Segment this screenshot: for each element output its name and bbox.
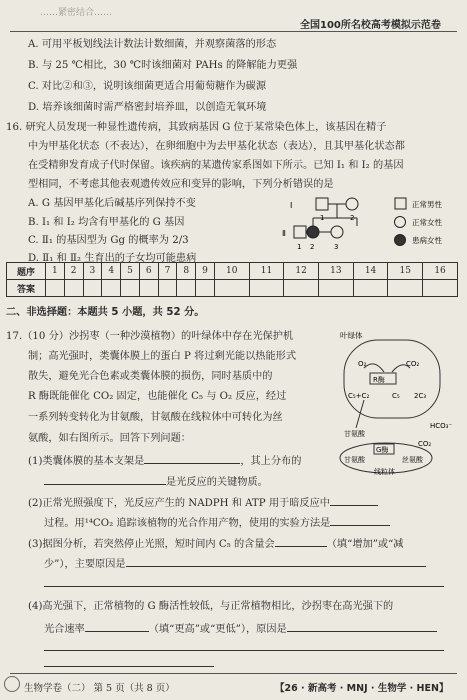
pedigree-gen-label: Ⅱ: [282, 229, 286, 238]
table-row-label: 答案: [7, 280, 46, 297]
pedigree-diagram: [280, 196, 460, 262]
answer-line[interactable]: [44, 650, 444, 651]
q17-part2-cont: 过程。用¹⁴CO₂ 追踪该植物的光合作用产物，使用的实验方法是: [44, 514, 390, 531]
q15-option-a: A. 可用平板划线法计数法计数细菌，并观察菌落的形态: [28, 39, 277, 50]
answer-blank[interactable]: [330, 514, 390, 526]
answer-table-answer-row: [7, 280, 458, 297]
pedigree-female-ii3: [331, 226, 343, 238]
legend-female-symbol: [395, 217, 406, 228]
answer-blank[interactable]: [330, 494, 378, 506]
q16-option-d: D. Ⅱ₁ 和 Ⅱ₂ 生育出的子女均可能患病: [28, 253, 197, 264]
pedigree-gen-label: Ⅰ: [290, 201, 293, 210]
pedigree-number: 2: [350, 214, 355, 222]
q17-part1: (1)类囊体膜的基本支架是 ，其上分布的: [28, 452, 301, 469]
q17-part3-cont: 少”），主要原因是: [44, 555, 426, 572]
hco3-label: HCO₃⁻: [430, 422, 453, 430]
legend-male-symbol: [395, 198, 406, 209]
co2-label-2: CO₂: [418, 440, 432, 448]
mitochondrion-label: 线粒体: [374, 468, 395, 476]
q17-part4-cont: 光合速率 （填“更高”或“更低”），原因是: [44, 620, 437, 637]
q16-stem-line: 型相同，不考虑其他表观遗传效应和变异的影响，下列分析错误的是: [28, 179, 334, 190]
table-cell: 9: [196, 263, 215, 280]
series-title: 全国100所名校高考模拟示范卷: [300, 20, 441, 31]
o2-label: O₂: [358, 360, 367, 368]
q16-stem-line: 16. 研究人员发现一种显性遗传病，其致病基因 G 位于某常染色体上，该基因在精子: [6, 122, 387, 133]
q17-part4: (4)高光强下，正常植物的 G 酶活性较低，与正常植物相比，沙拐枣在高光强下的: [28, 601, 394, 612]
answer-table: [6, 262, 458, 297]
answer-cell[interactable]: [388, 280, 423, 297]
answer-cell[interactable]: [196, 280, 215, 297]
answer-cell[interactable]: [423, 280, 458, 297]
q17-part2: (2)正常光照强度下，光反应产生的 NADPH 和 ATP 用于暗反应中: [28, 494, 378, 511]
q15-option-b: B. 与 25 ℃相比，30 ℃时该细菌对 PAHs 的降解能力更强: [28, 60, 298, 71]
answer-cell[interactable]: [319, 280, 354, 297]
q16-option-b: B. Ⅰ₁ 和 Ⅰ₂ 均含有甲基化的 G 基因: [28, 217, 185, 228]
chloroplast-diagram: [334, 328, 458, 478]
table-cell: 15: [388, 263, 423, 280]
answer-line[interactable]: [44, 666, 214, 667]
answer-blank[interactable]: [275, 535, 327, 547]
answer-cell[interactable]: [139, 280, 158, 297]
section-heading: 二、非选择题：本题共 5 小题，共 52 分。: [6, 307, 205, 318]
answer-blank[interactable]: [85, 620, 149, 632]
table-cell: 6: [139, 263, 158, 280]
co2-label: CO₂: [406, 360, 420, 368]
pedigree-male-ii1: [294, 226, 306, 238]
answer-cell[interactable]: [249, 280, 284, 297]
twoc3-label: 2C₃: [414, 392, 427, 400]
table-row-label: 题序: [7, 263, 46, 280]
pedigree-female-i2: [346, 198, 358, 210]
q17-stem-line: 一系列转变转化为甘氨酸，甘氨酸在线粒体中可转化为丝: [28, 412, 283, 423]
q15-option-d: D. 培养该细菌时需严格密封培养皿，以创造无氧环境: [28, 102, 267, 113]
answer-cell[interactable]: [284, 280, 319, 297]
q17-stem-line: 散失，避免光合色素或类囊体膜的损伤，同时基质中的: [28, 371, 273, 382]
footer-page-info: 生物学卷（二） 第 5 页（共 8 页）: [24, 683, 175, 694]
serine-label: 丝氨酸: [402, 456, 423, 464]
q17-part1-cont: 是光反应的关键物质。: [44, 473, 268, 490]
pedigree-affected-female-ii2: [307, 226, 319, 238]
legend-normal-male: 正常男性: [412, 200, 442, 209]
q17-stem-line: 制；高光强时，类囊体膜上的蛋白 P 将过剩光能以热能形式: [28, 351, 297, 362]
q17-part3: (3)据图分析，若突然停止光照，短时间内 C₅ 的含量会 （填“增加”或“减: [28, 535, 403, 552]
table-cell: 13: [319, 263, 354, 280]
glycine-label: 甘氨酸: [344, 430, 365, 438]
pedigree-number: 2: [310, 243, 315, 251]
table-cell: 12: [284, 263, 319, 280]
genzyme-label: G酶: [376, 446, 389, 454]
c5-label: C₅: [392, 392, 400, 400]
q16-option-c: C. Ⅱ₁ 的基因型为 Gg 的概率为 2/3: [28, 235, 189, 246]
q17-stem-line: 氨酸，如右图所示。回答下列问题：: [28, 433, 191, 444]
answer-cell[interactable]: [214, 280, 249, 297]
table-cell: 10: [214, 263, 249, 280]
q16-stem-line: 在受精卵发育成子代时保留。该疾病的某遗传家系图如下所示。已知 Ⅰ₁ 和 Ⅰ₂ 的基因: [28, 160, 404, 171]
legend-affected-female: 患病女性: [412, 236, 442, 245]
q16-option-a: A. G 基因甲基化后碱基序列保持不变: [28, 198, 196, 209]
table-cell: 7: [158, 263, 177, 280]
answer-blank[interactable]: [287, 620, 437, 632]
header-divider: [10, 31, 457, 32]
answer-blank[interactable]: [126, 555, 426, 567]
glycine-mito-label: 甘氨酸: [344, 456, 365, 464]
answer-table-header-row: [7, 263, 458, 280]
table-cell: 11: [249, 263, 284, 280]
publisher-logo: [4, 676, 20, 692]
answer-cell[interactable]: [121, 280, 140, 297]
table-cell: 16: [423, 263, 458, 280]
footer-divider: [10, 673, 457, 674]
table-cell: 2: [64, 263, 83, 280]
answer-cell[interactable]: [353, 280, 388, 297]
q16-stem-line: 中为甲基化状态（不表达），在卵细胞中为去甲基化状态（表达），且其甲基化状态都: [28, 141, 405, 152]
footer-code: 【26 · 新高考 · MNJ · 生物学 · HEN】: [275, 683, 449, 694]
table-cell: 14: [353, 263, 388, 280]
pedigree-number: 1: [297, 243, 302, 251]
answer-line[interactable]: [44, 586, 444, 587]
answer-cell[interactable]: [64, 280, 83, 297]
c5c2-label: C₅+C₂: [348, 392, 370, 400]
table-cell: 3: [83, 263, 102, 280]
legend-normal-female: 正常女性: [412, 218, 442, 227]
chloroplast-label: 叶绿体: [340, 331, 363, 340]
renzyme-label: R酶: [373, 376, 385, 384]
legend-affected-symbol: [395, 235, 406, 246]
answer-blank[interactable]: [144, 452, 240, 464]
pedigree-number: 1: [320, 214, 325, 222]
pedigree-male-i1: [316, 198, 328, 210]
q17-stem-line: R 酶既能催化 CO₂ 固定，也能催化 C₅ 与 O₂ 反应，经过: [28, 391, 287, 402]
table-cell: 8: [177, 263, 196, 280]
faint-header-text: ……紧密结合……: [40, 8, 113, 18]
answer-cell[interactable]: [83, 280, 102, 297]
table-cell: 1: [46, 263, 65, 280]
table-cell: 4: [102, 263, 121, 280]
table-cell: 5: [121, 263, 140, 280]
pedigree-number: 3: [334, 243, 339, 251]
answer-cell[interactable]: [177, 280, 196, 297]
answer-blank[interactable]: [44, 473, 166, 485]
q15-option-c: C. 对比②和③，说明该细菌更适合用葡萄糖作为碳源: [28, 81, 267, 92]
answer-cell[interactable]: [158, 280, 177, 297]
q17-stem-line: 17.（10 分）沙拐枣（一种沙漠植物）的叶绿体中存在光保护机: [6, 331, 294, 342]
chloroplast-outline: [344, 340, 440, 418]
answer-cell[interactable]: [102, 280, 121, 297]
answer-cell[interactable]: [46, 280, 65, 297]
